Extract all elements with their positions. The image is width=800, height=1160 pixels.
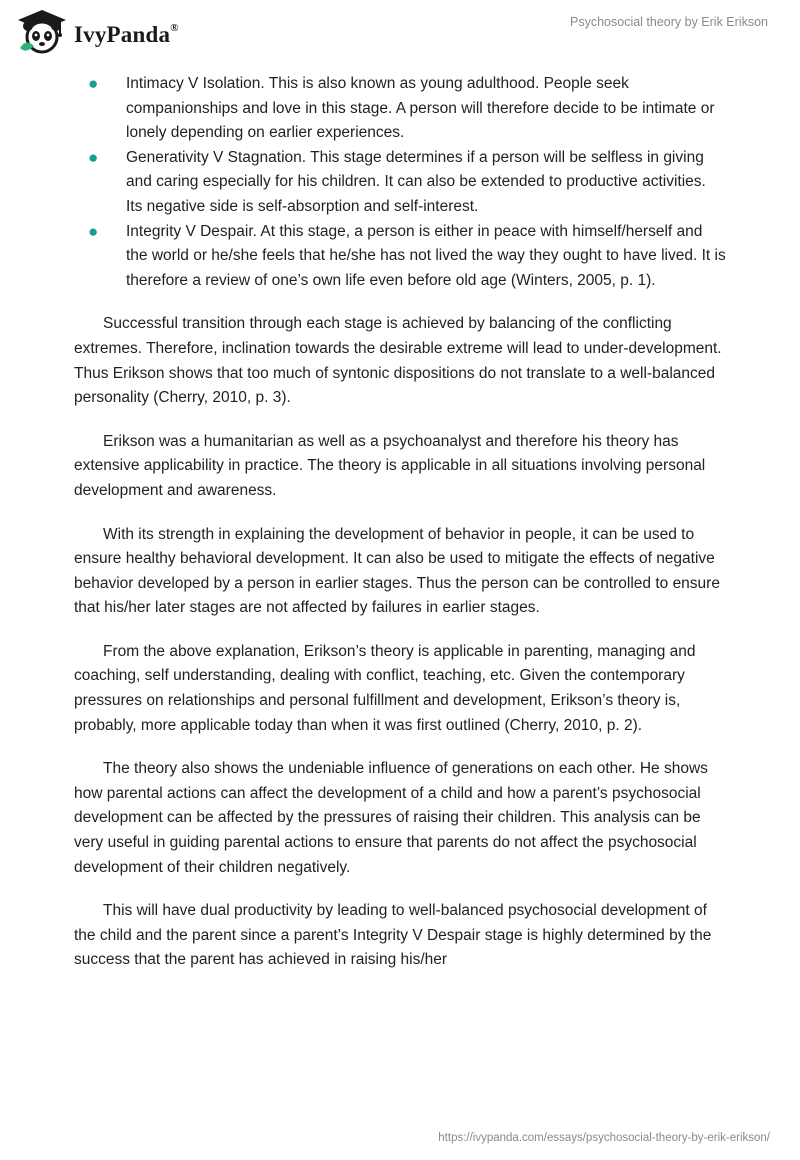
ivypanda-logo[interactable] (16, 8, 179, 56)
bullet-dot-icon: ● (88, 221, 99, 241)
paragraph: Erikson was a humanitarian as well as a psychoanalyst and therefore his theory has extensive applicability in practice. The theory is applicable in all situations involving personal development and awareness. (74, 432, 706, 499)
paragraph: This will have dual productivity by leading to well-balanced psychosocial development of the child and the parent since a parent’s Integrity V Despair stage is highly determined by the success that the parent has achieved in raising his/her (74, 902, 712, 969)
page-header (0, 0, 800, 70)
stage-list (74, 72, 726, 293)
list-item: ● Integrity V Despair. At this stage, a person is either in peace with himself/herself and the world or he/she feels that he/she has not lived the way they ought to have lived. It is therefore a review of one’s own life even before old age (Winters, 2005, p. 1). (88, 221, 726, 289)
paragraph: From the above explanation, Erikson’s theory is applicable in parenting, managing and coaching, self understanding, dealing with conflict, teaching, etc. Given the contemporary pressures on relationships and personal fulfillment and development, Erikson’s theory is, probably, more applicable today than when it was first outlined (Cherry, 2010, p. 2). (74, 642, 696, 734)
list-item: ● Intimacy V Isolation. This is also known as young adulthood. People seek companionships and love in this stage. A person will therefore decide to be intimate or lonely depending on earlier experiences. (88, 74, 715, 142)
list-item: ● Generativity V Stagnation. This stage determines if a person will be selfless in giving and caring especially for his children. It can also be extended to productive activities. Its negative side is self-absorption and self-interest. (88, 147, 706, 215)
brand-name: IvyPanda® (74, 22, 179, 47)
paragraph: The theory also shows the undeniable influence of generations on each other. He shows how parental actions can affect the development of a child and how a parent’s psychosocial development can be affected by the pressures of raising their children. This analysis can be very useful in guiding parental actions to ensure that parents do not affect the psychosocial development of their children negatively. (74, 760, 708, 876)
source-url-link[interactable]: https://ivypanda.com/essays/psychosocial-theory-by-erik-erikson/ (438, 1132, 770, 1144)
running-title: Psychosocial theory by Erik Erikson (570, 15, 768, 29)
bullet-dot-icon: ● (88, 74, 99, 93)
panda-graduate-icon (16, 8, 68, 56)
essay-body (74, 72, 726, 973)
paragraph: With its strength in explaining the development of behavior in people, it can be used to ensure healthy behavioral development. It can also be used to mitigate the effects of negative behavior developed by a person in earlier stages. Thus the person can be controlled to ensure that his/her later stages are not affected by failures in earlier stages. (74, 525, 720, 617)
bullet-dot-icon: ● (88, 147, 99, 167)
paragraph: Successful transition through each stage is achieved by balancing of the conflicting extremes. Therefore, inclination towards the desirable extreme will lead to under-development. Thus Erikson shows that too much of syntonic dispositions do not translate to a well-balanced personality (Cherry, 2010, p. 3). (74, 315, 722, 407)
